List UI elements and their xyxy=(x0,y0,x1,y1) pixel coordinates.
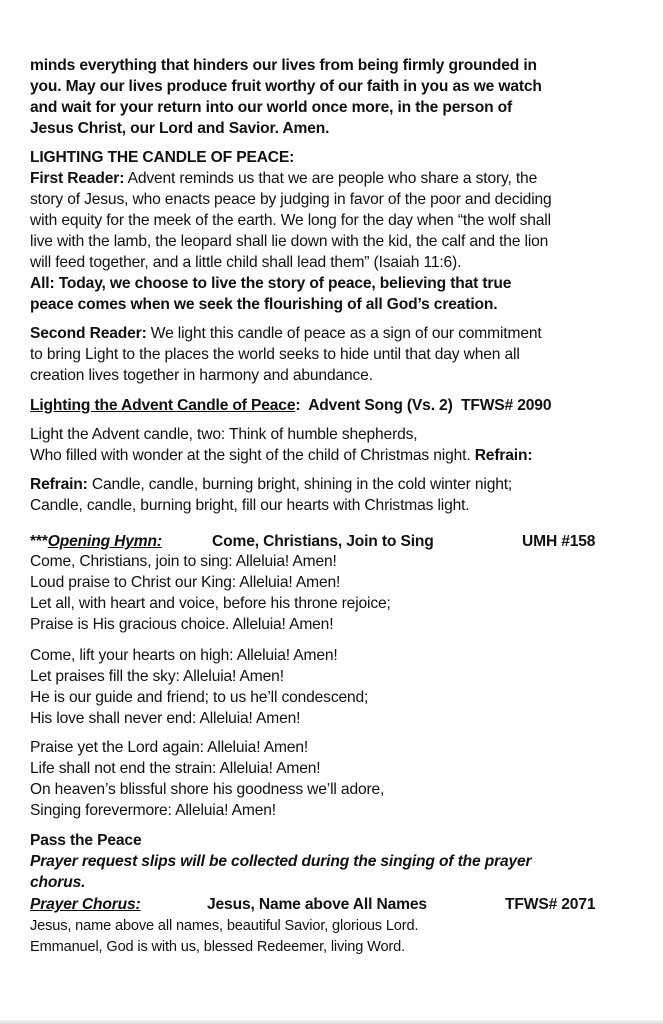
hymn-line: On heaven’s blissful shore his goodness we’ll adore, xyxy=(30,781,385,798)
refrain-cue: Refrain: xyxy=(474,447,533,464)
all-response-line: All: Today, we choose to live the story of peace, believing that true xyxy=(30,275,512,292)
hymn-line: He is our guide and friend; to us he’ll condescend; xyxy=(30,689,369,706)
song-verse-line xyxy=(30,446,532,466)
hymn-line: Singing forevermore: Alleluia! Amen! xyxy=(30,802,276,819)
first-reader-line: live with the lamb, the leopard shall lie down with the kid, the calf and the lion xyxy=(30,233,549,250)
first-reader-line: story of Jesus, who enacts peace by judging in favor of the poor and deciding xyxy=(30,191,552,208)
hymn-line: Let praises fill the sky: Alleluia! Amen! xyxy=(30,668,284,685)
refrain-line: Candle, candle, burning bright, fill our hearts with Christmas light. xyxy=(30,497,470,514)
refrain-line xyxy=(30,475,512,495)
prayer-line: you. May our lives produce fruit worthy of our faith in you as we watch xyxy=(30,78,542,95)
song-verse-text: Who filled with wonder at the sight of the child of Christmas night. xyxy=(30,447,475,464)
second-reader-line: to bring Light to the places the world seeks to hide until that day when all xyxy=(30,346,520,363)
advent-song-heading xyxy=(30,396,551,416)
refrain-label: Refrain: xyxy=(30,476,88,493)
prayer-chorus-number: TFWS# 2071 xyxy=(505,896,596,913)
opening-hymn-number: UMH #158 xyxy=(522,533,596,550)
prayer-line: and wait for your return into our world once more, in the person of xyxy=(30,99,513,116)
section-heading: LIGHTING THE CANDLE OF PEACE: xyxy=(30,149,295,166)
first-reader-line: with equity for the meek of the earth. We long for the day when “the wolf shall xyxy=(30,212,551,229)
hymn-line: Come, lift your hearts on high: Alleluia! Amen! xyxy=(30,647,338,664)
prayer-chorus-title: Jesus, Name above All Names xyxy=(207,896,427,913)
hymn-line: Loud praise to Christ our King: Alleluia! Amen! xyxy=(30,574,341,591)
opening-hymn-heading xyxy=(30,532,610,552)
prayer-request-note: chorus. xyxy=(30,874,86,891)
prayer-line: Jesus Christ, our Lord and Savior. Amen. xyxy=(30,120,330,137)
advent-song-heading-label: Lighting the Advent Candle of Peace xyxy=(30,397,296,414)
refrain-text: Candle, candle, burning bright, shining in the cold winter night; xyxy=(87,476,513,493)
hymn-line: Come, Christians, join to sing: Alleluia! Amen! xyxy=(30,553,337,570)
all-response-line: peace comes when we seek the flourishing of all God’s creation. xyxy=(30,296,498,313)
second-reader-line xyxy=(30,324,542,344)
second-reader-line: creation lives together in harmony and abundance. xyxy=(30,367,373,384)
chorus-line: Emmanuel, God is with us, blessed Redeemer, living Word. xyxy=(30,939,405,955)
advent-song-heading-details: : Advent Song (Vs. 2) TFWS# 2090 xyxy=(295,397,552,414)
hymn-line: Praise is His gracious choice. Alleluia! Amen! xyxy=(30,616,334,633)
prayer-request-note: Prayer request slips will be collected during the singing of the prayer xyxy=(30,853,532,870)
hymn-line: Praise yet the Lord again: Alleluia! Amen! xyxy=(30,739,309,756)
opening-hymn-title: Come, Christians, Join to Sing xyxy=(212,533,434,550)
first-reader-line xyxy=(30,169,537,189)
pass-the-peace-heading: Pass the Peace xyxy=(30,832,142,849)
opening-hymn-label: Opening Hymn: xyxy=(47,533,162,550)
second-reader-label: Second Reader: xyxy=(30,325,147,342)
first-reader-label: First Reader: xyxy=(30,170,125,187)
second-reader-text: We light this candle of peace as a sign of our commitment xyxy=(146,325,542,342)
prayer-chorus-label: Prayer Chorus: xyxy=(30,896,141,913)
prayer-line: minds everything that hinders our lives from being firmly grounded in xyxy=(30,57,537,74)
hymn-line: Let all, with heart and voice, before his throne rejoice; xyxy=(30,595,391,612)
chorus-line: Jesus, name above all names, beautiful Savior, glorious Lord. xyxy=(30,918,419,934)
prayer-chorus-heading xyxy=(30,895,610,915)
hymn-prefix: *** xyxy=(30,533,48,550)
first-reader-line: will feed together, and a little child shall lead them” (Isaiah 11:6). xyxy=(30,254,462,271)
first-reader-text: Advent reminds us that we are people who share a story, the xyxy=(124,170,538,187)
hymn-line: Life shall not end the strain: Alleluia! Amen! xyxy=(30,760,321,777)
hymn-line: His love shall never end: Alleluia! Amen! xyxy=(30,710,301,727)
page-bottom-edge xyxy=(0,1020,663,1024)
song-verse-line: Light the Advent candle, two: Think of humble shepherds, xyxy=(30,426,418,443)
